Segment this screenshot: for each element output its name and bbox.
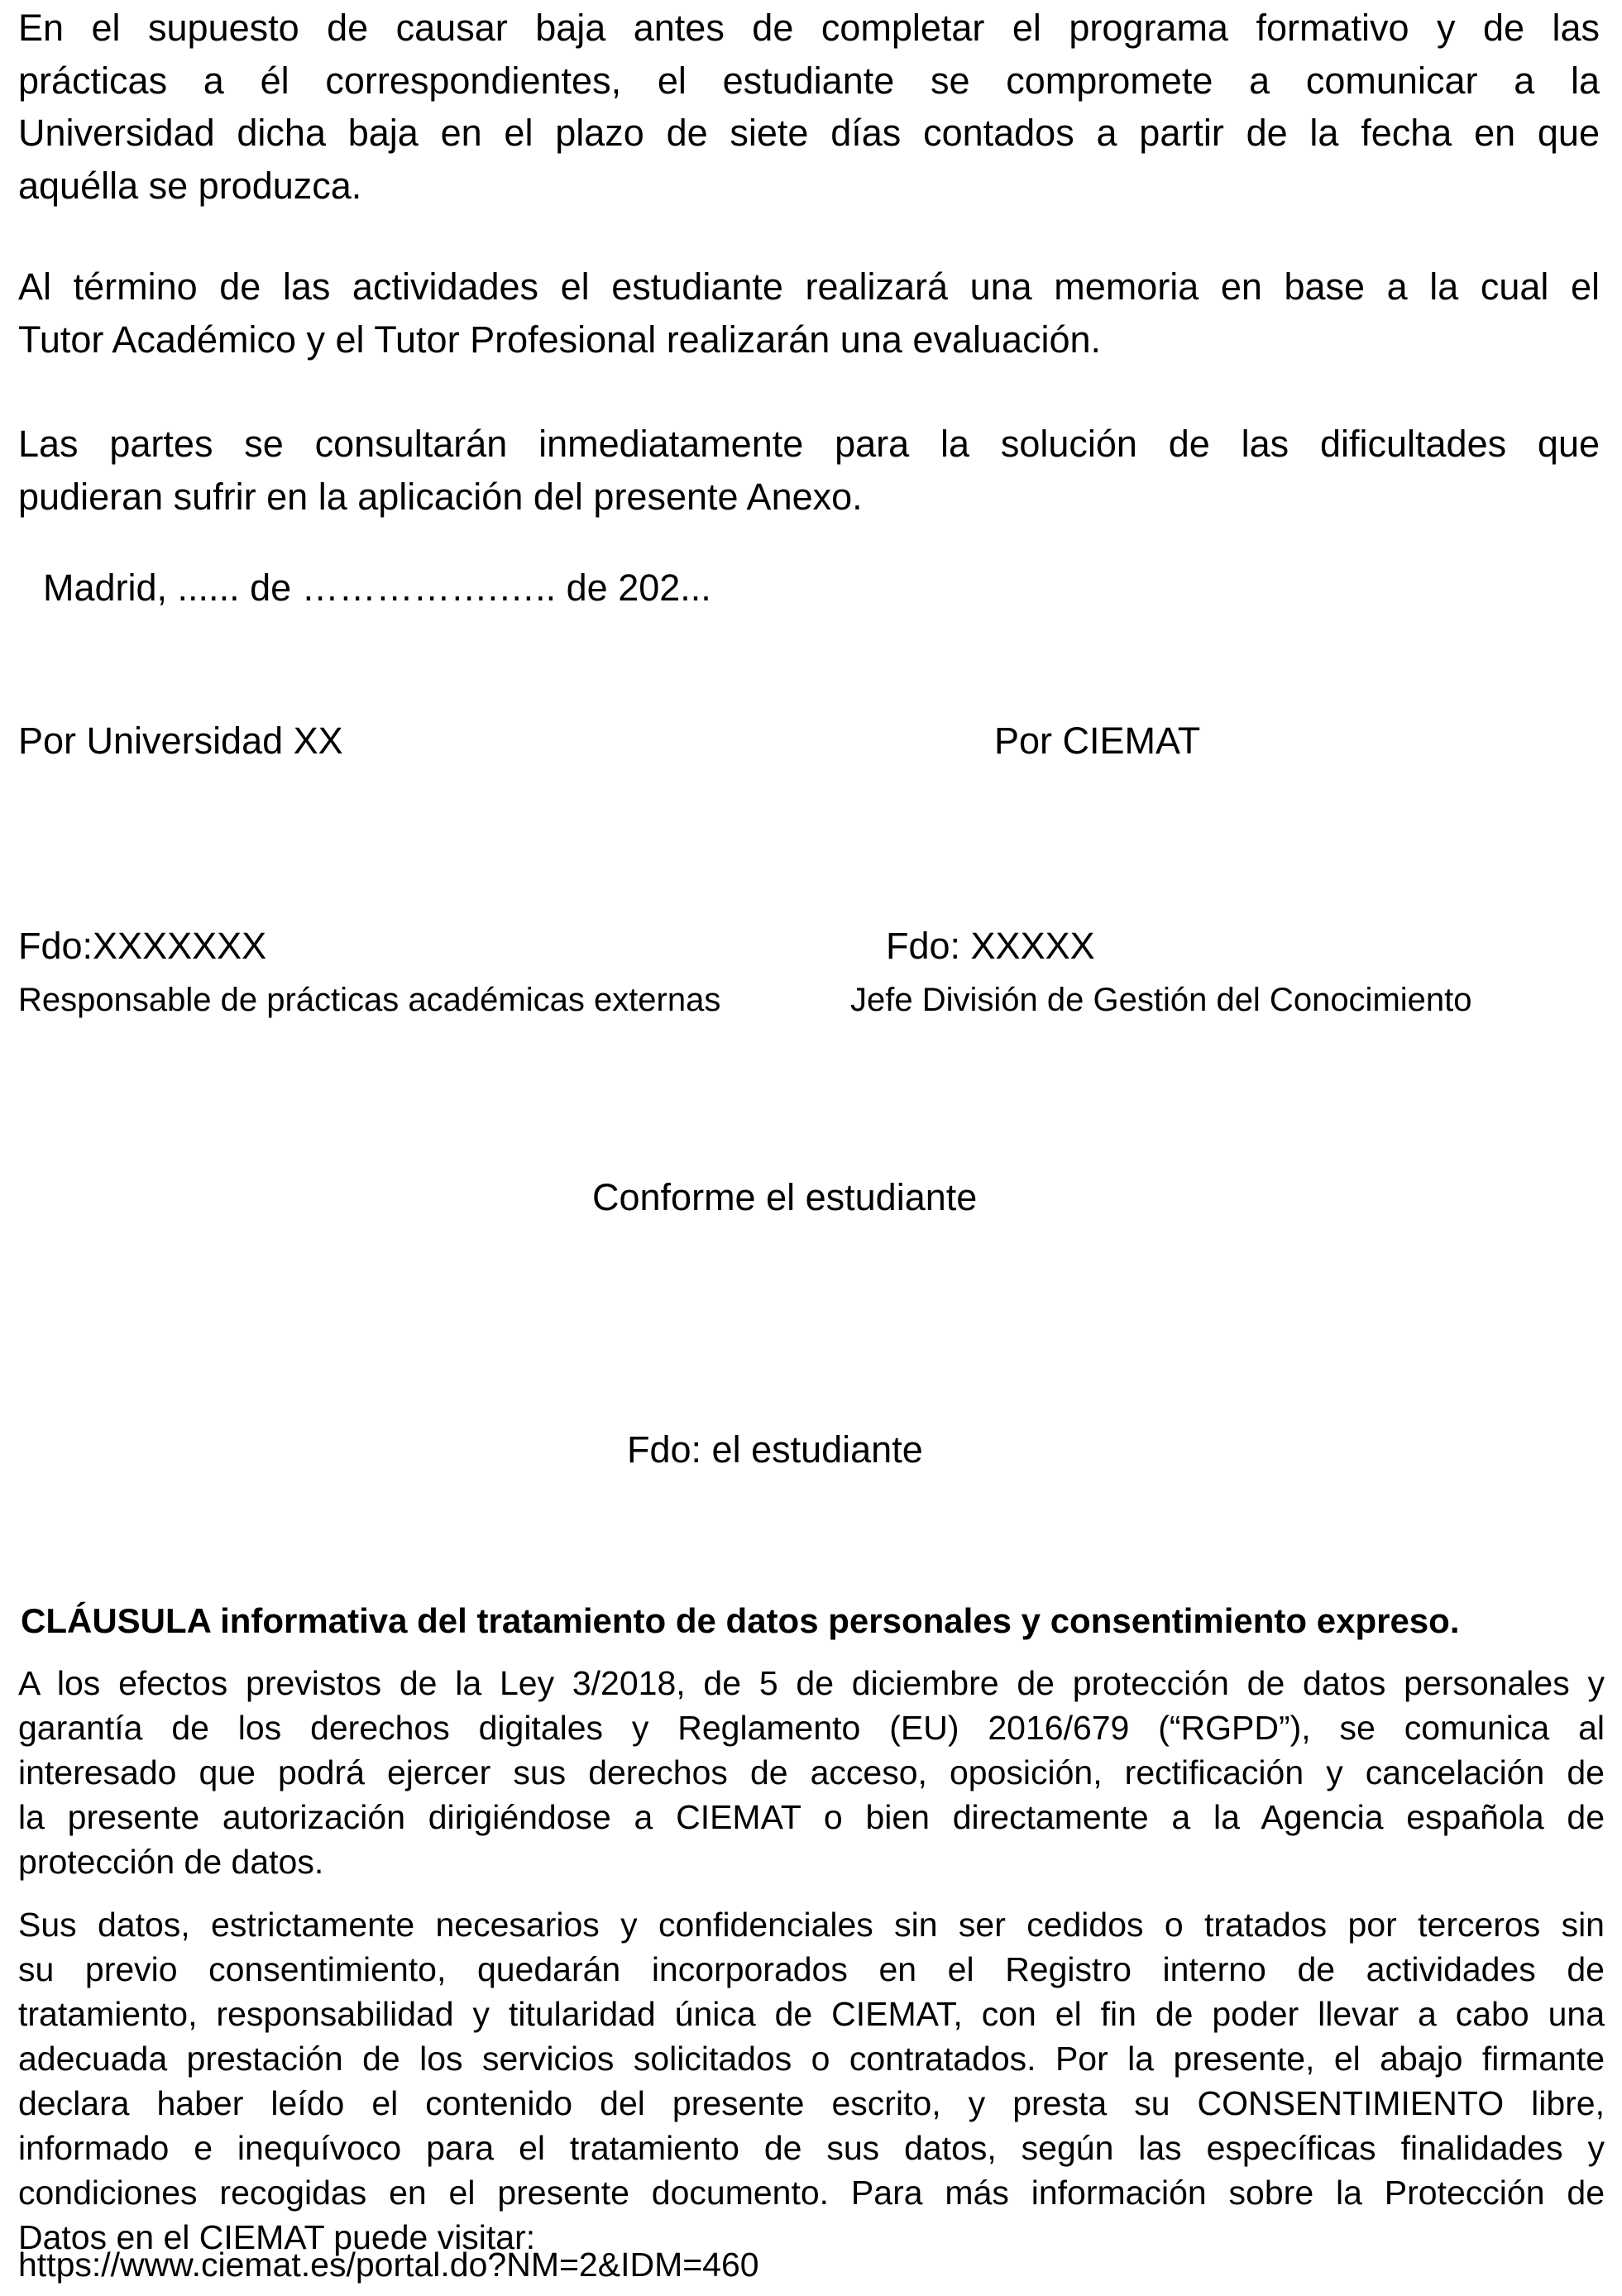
clause-line: tratamiento, responsabilidad y titularidad única de CIEMAT, con el fin de poder llevar a cabo una xyxy=(18,1995,1605,2033)
sign-left-header: Por Universidad XX xyxy=(18,720,343,762)
sign-right-role: Jefe División de Gestión del Conocimiento xyxy=(850,982,1472,1018)
paragraph-memoria xyxy=(18,261,1600,366)
paragraph-line: aquélla se produzca. xyxy=(18,164,362,207)
clause-line: garantía de los derechos digitales y Reglamento (EU) 2016/679 (“RGPD”), se comunica al xyxy=(18,1709,1605,1747)
paragraph-consultas xyxy=(18,418,1600,523)
paragraph-line: Universidad dicha baja en el plazo de siete días contados a partir de la fecha en que xyxy=(18,112,1600,154)
paragraph-line: Tutor Académico y el Tutor Profesional realizarán una evaluación. xyxy=(18,318,1102,361)
sign-left-fdo: Fdo:XXXXXXX xyxy=(18,925,267,967)
sign-right-fdo: Fdo: XXXXX xyxy=(886,925,1095,967)
clause-line: A los efectos previstos de la Ley 3/2018, de 5 de diciembre de protección de datos personales y xyxy=(18,1664,1605,1702)
sign-right-header: Por CIEMAT xyxy=(994,720,1201,762)
date-line: Madrid, ...... de …………….….. de 202... xyxy=(43,567,711,609)
data-protection-url[interactable]: https://www.ciemat.es/portal.do?NM=2&IDM=460 xyxy=(18,2246,759,2284)
clause-line: adecuada prestación de los servicios solicitados o contratados. Por la presente, el abajo firmante xyxy=(18,2040,1605,2078)
clause-line: declara haber leído el contenido del presente escrito, y presta su CONSENTIMIENTO libre, xyxy=(18,2084,1605,2122)
clause-title: CLÁUSULA informativa del tratamiento de datos personales y consentimiento expreso. xyxy=(21,1601,1460,1640)
paragraph-line: pudieran sufrir en la aplicación del presente Anexo. xyxy=(18,475,863,518)
clause-line: informado e inequívoco para el tratamiento de sus datos, según las específicas finalidades y xyxy=(18,2129,1605,2167)
clause-line: su previo consentimiento, quedarán incorporados en el Registro interno de actividades de xyxy=(18,1950,1605,1988)
clause-line: Sus datos, estrictamente necesarios y confidenciales sin ser cedidos o tratados por terceros sin xyxy=(18,1906,1605,1944)
sign-left-role: Responsable de prácticas académicas externas xyxy=(18,982,721,1018)
student-conforme: Conforme el estudiante xyxy=(592,1176,978,1218)
paragraph-baja xyxy=(18,2,1600,212)
clause-paragraph-consent xyxy=(18,1902,1605,2260)
paragraph-line: Las partes se consultarán inmediatamente para la solución de las dificultades que xyxy=(18,423,1600,465)
student-signature-line: Fdo: el estudiante xyxy=(627,1428,923,1471)
clause-line: interesado que podrá ejercer sus derechos de acceso, oposición, rectificación y cancelación de xyxy=(18,1753,1605,1791)
paragraph-line: Al término de las actividades el estudiante realizará una memoria en base a la cual el xyxy=(18,265,1600,308)
clause-line: Datos en el CIEMAT puede visitar: xyxy=(18,2218,536,2256)
paragraph-line: prácticas a él correspondientes, el estudiante se compromete a comunicar a la xyxy=(18,59,1600,102)
clause-line: protección de datos. xyxy=(18,1843,324,1881)
clause-paragraph-rights xyxy=(18,1661,1605,1884)
clause-line: la presente autorización dirigiéndose a CIEMAT o bien directamente a la Agencia española de xyxy=(18,1798,1605,1836)
paragraph-line: En el supuesto de causar baja antes de completar el programa formativo y de las xyxy=(18,7,1600,49)
clause-line: condiciones recogidas en el presente documento. Para más información sobre la Protección de xyxy=(18,2174,1605,2212)
